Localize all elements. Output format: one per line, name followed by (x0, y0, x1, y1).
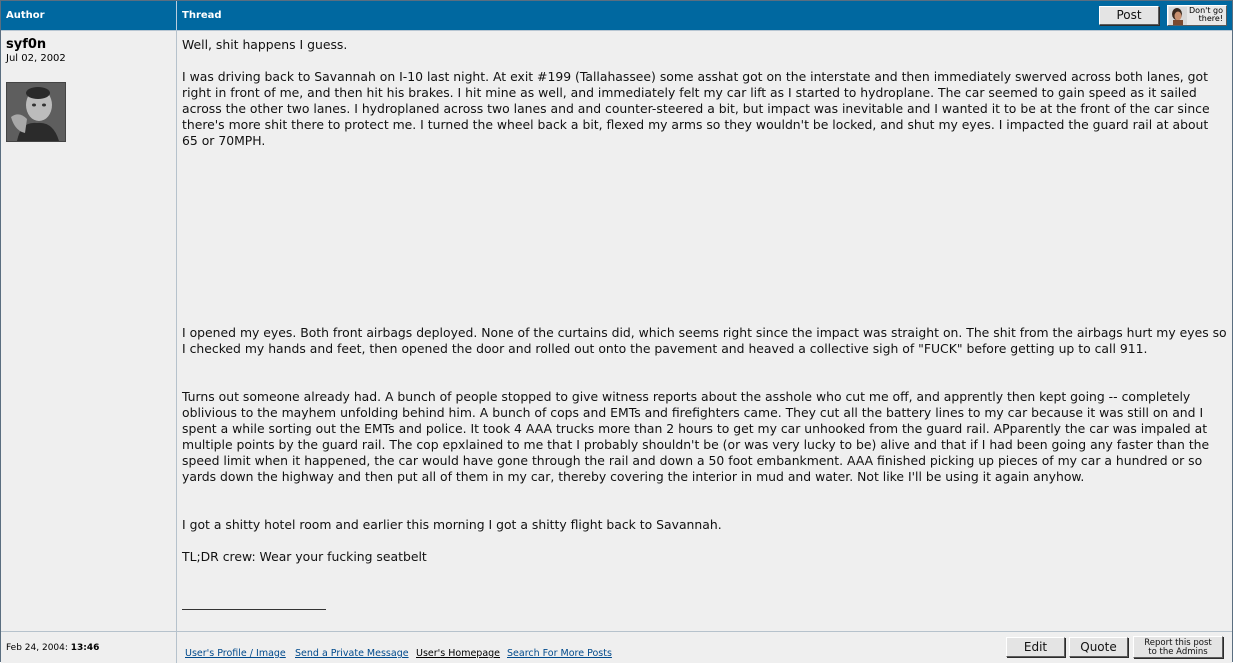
post-paragraph: Well, shit happens I guess. (182, 37, 348, 52)
search-posts-link[interactable]: Search For More Posts (507, 648, 612, 659)
post-timestamp (6, 643, 99, 653)
post-button[interactable]: Post (1099, 6, 1159, 25)
thread-column-header: Thread (182, 10, 222, 21)
author-column-header: Author (6, 10, 45, 21)
dont-go-line1: Don't go (1189, 6, 1223, 15)
dont-go-there-button[interactable] (1167, 5, 1227, 26)
post-paragraph: I was driving back to Savannah on I-10 last night. At exit #199 (Tallahassee) some asshat got on the interstate and then immediately swerved across both lanes, got right in front of me, and then hit his brakes. I hit mine as well, and immediately felt my car lift as I started to hydroplane. The car seemed to gain speed as it sailed across the other two lanes. I hydroplaned across two lanes and and counter-steered a bit, but impact was inevitable and I wanted it to be at the front of the car since there's more shit there to protect me. I turned the wheel back a bit, flexed my arms so they wouldn't be locked, and shut my eyes. I impacted the guard rail at about 65 or 70MPH. (182, 69, 1210, 148)
author-join-date: Jul 02, 2002 (6, 53, 66, 64)
report-line1: Report this post (1144, 638, 1212, 648)
footer-divider (176, 632, 177, 663)
report-post-button[interactable] (1133, 636, 1223, 658)
post-paragraph: I opened my eyes. Both front airbags deployed. None of the curtains did, which seems right since the impact was straight on. The shit from the airbags hurt my eyes so I checked my hands and feet, then opened the door and rolled out onto the pavement and heaved a collective sigh of "FUCK" before getting up to call 911. (182, 325, 1227, 356)
post-paragraph: Turns out someone already had. A bunch of people stopped to give witness reports about the asshole who cut me off, and apprently then kept going -- completely oblivious to the mayhem unfolding behind him. A bunch of cops and EMTs and firefighters came. They cut all the battery lines to my car because it was still on and I spent a while sorting out the EMTs and police. It took 4 AAA trucks more than 2 hours to get my car unhooked from the guard rail. APparently the car was impaled at multiple points by the guard rail. The cop epxlained to me that I probably shouldn't be (or was very lucky to be) alive and that if I had been going any faster than the speed limit when it happened, the car would have gone through the rail and down a 50 foot embankment. AAA finished picking up pieces of my car a hundred or so yards down the highway and then put all of them in my car, thereby covering the interior in mud and water. Not like I'll be using it again anyhow. (182, 389, 1210, 484)
profile-link[interactable]: User's Profile / Image (185, 648, 286, 659)
post-date: Feb 24, 2004: (6, 643, 68, 653)
avatar-portrait-icon (7, 83, 65, 141)
homepage-link[interactable]: User's Homepage (416, 648, 501, 659)
dont-go-there-label (1185, 7, 1223, 23)
post-paragraph: I got a shitty hotel room and earlier this morning I got a shitty flight back to Savannah. (182, 517, 722, 532)
post-footer (1, 631, 1232, 663)
dont-go-line2: there! (1198, 14, 1223, 23)
post-time: 13:46 (70, 643, 100, 653)
quote-button[interactable]: Quote (1069, 637, 1128, 657)
avatar (6, 82, 66, 142)
post-paragraph: TL;DR crew: Wear your fucking seatbelt (182, 549, 427, 564)
report-line2: to the Admins (1148, 646, 1208, 657)
private-message-link[interactable]: Send a Private Message (295, 648, 409, 659)
signature-divider (182, 609, 326, 610)
thread-header (1, 1, 1232, 31)
author-sidebar (1, 31, 177, 631)
post-body (177, 31, 1232, 631)
author-name[interactable]: syf0n (6, 37, 47, 52)
edit-button[interactable]: Edit (1006, 637, 1065, 657)
